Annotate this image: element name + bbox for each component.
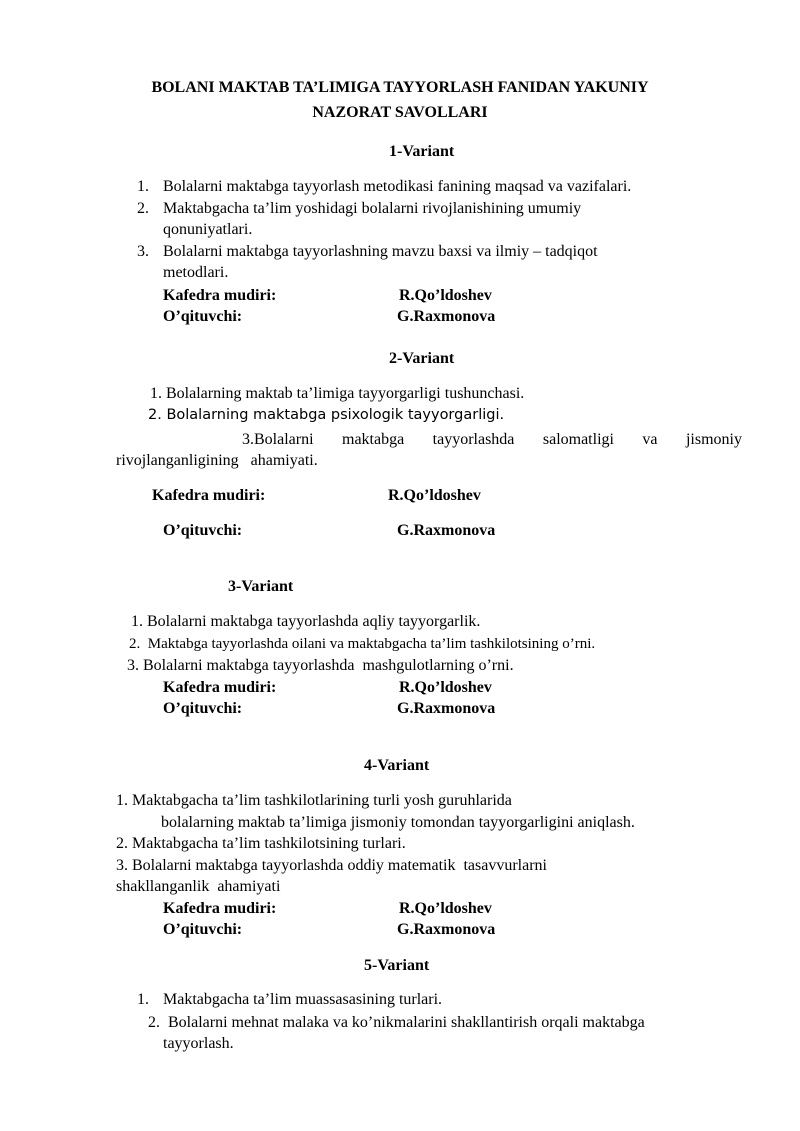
v1-q1-number: 1. <box>137 178 149 195</box>
v1-kafedra-name: R.Qo’ldoshev <box>399 287 492 304</box>
variant-3-heading: 3-Variant <box>228 578 294 595</box>
v3-kafedra-label: Kafedra mudiri: <box>163 679 277 696</box>
v5-q2-text: 2. Bolalarni mehnat malaka va ko’nikmalarini shakllantirish orqali maktabga <box>148 1014 645 1031</box>
v3-kafedra-name: R.Qo’ldoshev <box>399 679 492 696</box>
variant-5-heading: 5-Variant <box>364 957 430 974</box>
v3-q1-text: 1. Bolalarni maktabga tayyorlashda aqliy tayyorgarlik. <box>131 613 481 630</box>
v1-q2-text-cont: qonuniyatlari. <box>163 221 253 238</box>
v1-teacher-name: G.Raxmonova <box>397 308 496 325</box>
v5-q1-text: Maktabgacha ta’lim muassasasining turlari. <box>163 991 443 1008</box>
v1-q3-text: Bolalarni maktabga tayyorlashning mavzu baxsi va ilmiy – tadqiqot <box>163 243 598 260</box>
variant-1-heading: 1-Variant <box>389 143 455 160</box>
variant-4-heading: 4-Variant <box>364 757 430 774</box>
v4-teacher-name: G.Raxmonova <box>397 921 496 938</box>
v4-kafedra-name: R.Qo’ldoshev <box>399 900 492 917</box>
v2-q3-line <box>242 430 742 450</box>
v3-teacher-label: O’qituvchi: <box>163 700 243 717</box>
v2-q1-text: 1. Bolalarning maktab ta’limiga tayyorgarligi tushunchasi. <box>150 385 525 402</box>
v2-q3-word: va <box>642 431 658 448</box>
v3-teacher-name: G.Raxmonova <box>397 700 496 717</box>
v1-q2-text: Maktabgacha ta’lim yoshidagi bolalarni rivojlanishining umumiy <box>163 200 582 217</box>
v2-q3-word: tayyorlashda <box>432 431 515 448</box>
v4-teacher-label: O’qituvchi: <box>163 921 243 938</box>
document-title-line-1: BOLANI MAKTAB TA’LIMIGA TAYYORLASH FANIDAN YAKUNIY <box>151 79 649 96</box>
v3-q3-text: 3. Bolalarni maktabga tayyorlashda mashgulotlarning o’rni. <box>127 657 514 674</box>
v1-q3-number: 3. <box>137 243 149 260</box>
v1-q3-text-cont: metodlari. <box>163 264 229 281</box>
v2-q3-text-cont: rivojlanganligining ahamiyati. <box>116 452 318 469</box>
v3-q2-text: 2. Maktabga tayyorlashda oilani va maktabgacha ta’lim tashkilotsining o’rni. <box>129 636 596 652</box>
v2-teacher-label: O’qituvchi: <box>163 522 243 539</box>
v5-q2-text-cont: tayyorlash. <box>163 1035 234 1052</box>
v4-q3-text: 3. Bolalarni maktabga tayyorlashda oddiy matematik tasavvurlarni <box>116 857 547 874</box>
v2-q2-text: 2. Bolalarning maktabga psixologik tayyorgarligi. <box>148 407 505 423</box>
v2-kafedra-label: Kafedra mudiri: <box>152 487 266 504</box>
v2-kafedra-name: R.Qo’ldoshev <box>388 487 481 504</box>
v1-kafedra-label: Kafedra mudiri: <box>163 287 277 304</box>
v4-kafedra-label: Kafedra mudiri: <box>163 900 277 917</box>
v1-q1-text: Bolalarni maktabga tayyorlash metodikasi fanining maqsad va vazifalari. <box>163 178 632 195</box>
v4-q3-text-cont: shakllanganlik ahamiyati <box>116 878 281 895</box>
v4-q1-text: 1. Maktabgacha ta’lim tashkilotlarining turli yosh guruhlarida <box>116 792 512 809</box>
v1-teacher-label: O’qituvchi: <box>163 308 243 325</box>
v5-q1-number: 1. <box>137 991 149 1008</box>
variant-2-heading: 2-Variant <box>389 350 455 367</box>
document-title-line-2: NAZORAT SAVOLLARI <box>312 104 488 121</box>
v1-q2-number: 2. <box>137 200 149 217</box>
v4-q1-text-cont: bolalarning maktab ta’limiga jismoniy tomondan tayyorgarligini aniqlash. <box>161 814 635 831</box>
v4-q2-text: 2. Maktabgacha ta’lim tashkilotsining turlari. <box>116 835 406 852</box>
v2-teacher-name: G.Raxmonova <box>397 522 496 539</box>
v2-q3-word: 3.Bolalarni <box>242 431 314 448</box>
v2-q3-word: salomatligi <box>542 431 614 448</box>
v2-q3-word: jismoniy <box>685 431 742 448</box>
v2-q3-word: maktabga <box>342 431 405 448</box>
